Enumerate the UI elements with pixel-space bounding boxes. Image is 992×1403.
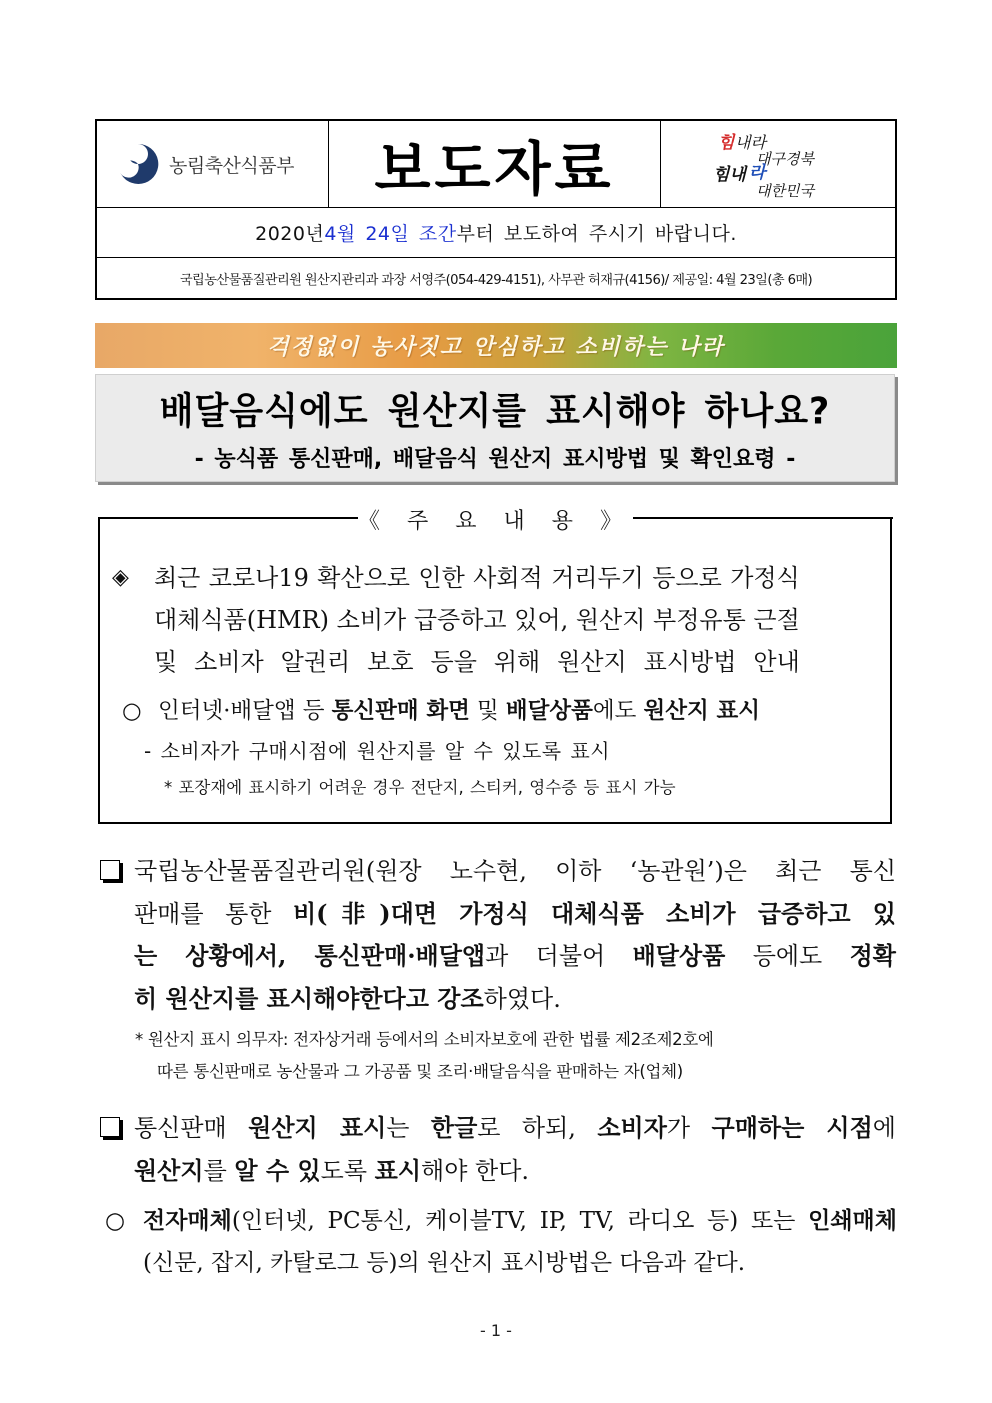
para-line: 히 원산지를 표시해야한다고 강조하였다. (134, 983, 561, 1013)
ministry-name: 농림축산식품부 (169, 154, 294, 177)
embargo-prefix: 2020년 (255, 223, 325, 245)
circle-bullet-icon: ○ (105, 1208, 126, 1234)
circle-bullet-icon: ○ (122, 698, 142, 724)
key-point-lead (112, 557, 876, 683)
slogan-calligraphy-icon (708, 128, 848, 200)
page-number: - 1 - (480, 1321, 512, 1340)
key-points-body (112, 557, 876, 803)
para-line: 원산지를 알 수 있도록 표시해야 한다. (134, 1155, 530, 1185)
svg-text:대한민국: 대한민국 (756, 182, 814, 200)
emphasis: 통신판매 화면 (331, 698, 470, 724)
emphasis: 알 수 있 (234, 1155, 321, 1185)
key-points-box (98, 509, 892, 824)
emphasis: 한글 (430, 1113, 478, 1142)
body-paragraph-2 (100, 1107, 896, 1192)
emphasis: 원산지 (134, 1155, 204, 1185)
note-line: 따른 통신판매로 농산물과 그 가공품 및 조리·배달음식을 판매하는 자(업체) (157, 1062, 683, 1081)
para-line: 통신판매 원산지 표시는 한글로 하되, 소비자가 구매하는 시점에 (134, 1113, 896, 1142)
body-paragraph-3 (105, 1200, 897, 1284)
emphasis: 정확 (849, 941, 896, 970)
emphasis: 전자매체 (143, 1207, 232, 1234)
svg-text:힘: 힘 (718, 133, 735, 153)
svg-text:힘내: 힘내 (713, 165, 746, 185)
svg-text:내라: 내라 (735, 133, 766, 152)
headline-title: 배달음식에도 원산지를 표시해야 하나요? (159, 390, 831, 433)
lead-line: 최근 코로나19 확산으로 인한 사회적 거리두기 등으로 가정식 (154, 564, 800, 592)
slogan-calligraphy (661, 121, 895, 207)
press-release-header (95, 119, 897, 300)
key-point-dash-item: - 소비자가 구매시점에 원산지를 알 수 있도록 표시 (144, 739, 611, 763)
emphasis: 배달상품 (505, 698, 593, 724)
lead-line: 및 소비자 알권리 보호 등을 위해 원산지 표시방법 안내 (154, 648, 800, 676)
text: 및 (469, 698, 506, 724)
key-point-note: * 포장재에 표시하기 어려운 경우 전단지, 스티커, 영수증 등 표시 가능 (164, 778, 676, 797)
headline-box (95, 374, 895, 482)
ministry-logo (97, 121, 329, 207)
body-paragraph-1 (100, 850, 896, 1020)
text: 인터넷·배달앱 등 (158, 698, 332, 724)
headline-subtitle: - 농식품 통신판매, 배달음식 원산지 표시방법 및 확인요령 - (194, 446, 796, 472)
slogan-banner (95, 323, 897, 368)
square-bullet-icon (100, 860, 120, 880)
text: 에도 (592, 698, 644, 724)
svg-text:대구경북: 대구경북 (756, 150, 814, 168)
emphasis: 원산지 표시 (248, 1113, 387, 1142)
diamond-bullet-icon: ◈ (112, 565, 129, 590)
emphasis: 소비자 (597, 1113, 667, 1142)
header-top-row (97, 121, 895, 208)
banner-text: 걱정없이 농사짓고 안심하고 소비하는 나라 (267, 334, 725, 360)
para-line: 국립농산물품질관리원(원장 노수현, 이하 ‘농관원’)은 최근 통신 (134, 857, 896, 885)
emphasis: 는 상황에서, 통신판매·배달앱 (134, 941, 486, 970)
emphasis: 표시 (374, 1155, 422, 1185)
embargo-suffix: 부터 보도하여 주시기 바랍니다. (456, 223, 737, 245)
contact-info: 국립농산물품질관리원 원산지관리과 과장 서영주(054-429-4151), 사무관 허재규(4156)/ 제공일: 4월 23일(총 6매) (179, 272, 813, 288)
lead-line: 대체식품(HMR) 소비가 급증하고 있어, 원산지 부정유통 근절 (154, 606, 800, 634)
key-point-circle-item (112, 691, 876, 731)
emphasis: 비(非)대면 가정식 대체식품 소비가 급증하고 있 (292, 898, 896, 928)
emphasis: 원산지 표시 (643, 698, 760, 724)
square-bullet-icon (100, 1117, 120, 1137)
para-line: 는 상황에서, 통신판매·배달앱과 더불어 배달상품 등에도 정확 (134, 941, 896, 970)
emphasis: 히 원산지를 표시해야한다고 강조 (134, 983, 484, 1013)
key-points-title: 《 주 요 내 용 》 (358, 509, 632, 534)
emphasis: 구매하는 시점 (711, 1113, 873, 1142)
emphasis: 인쇄매체 (808, 1207, 897, 1234)
doc-type-title: 보도자료 (329, 121, 661, 207)
legal-footnote (135, 1024, 897, 1088)
emphasis: 배달상품 (632, 941, 726, 970)
para-line: 판매를 통한 비(非)대면 가정식 대체식품 소비가 급증하고 있 (134, 898, 896, 928)
para-line: (신문, 잡지, 카탈로그 등)의 원산지 표시방법은 다음과 같다. (143, 1250, 746, 1276)
embargo-notice (97, 208, 895, 258)
note-line: * 원산지 표시 의무자: 전자상거래 등에서의 소비자보호에 관한 법률 제2조제2호에 (135, 1030, 714, 1049)
para-line: ○ 전자매체(인터넷, PC통신, 케이블TV, IP, TV, 라디오 등) 또는 인쇄매체 (105, 1200, 897, 1242)
svg-text:라: 라 (749, 163, 766, 183)
taegeuk-emblem-icon (115, 141, 161, 187)
embargo-date: 4월 24일 조간 (324, 223, 457, 245)
